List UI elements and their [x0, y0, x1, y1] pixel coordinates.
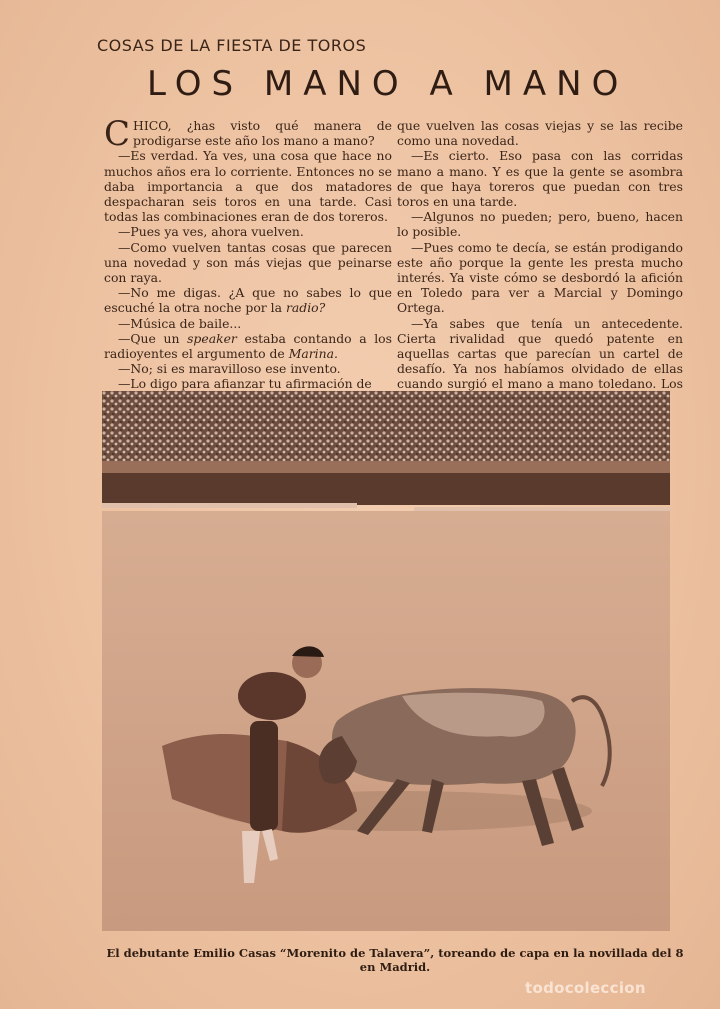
paragraph-text: HICO, ¿has visto qué manera de prodigarse este año los mano a mano? [133, 118, 392, 149]
paragraph: —Pues como te decía, se están prodigando este año porque la gente les presta mucho interés. Ya viste cómo se desbordó la afición en Toledo para ver a Marcial y Domingo Ortega. [397, 239, 683, 316]
paragraph: —Pues ya ves, ahora vuelven. [118, 224, 304, 240]
italic-word: Marina. [288, 346, 338, 362]
italic-word: speaker [187, 330, 237, 346]
paragraph: —Es cierto. Eso pasa con las corridas mano a mano. Y es que la gente se asombra de que haya toreros que puedan con tres toros en una tarde. [397, 148, 683, 210]
paragraph: —Es verdad. Ya ves, una cosa que hace no muchos años era lo corriente. Entonces no se daba importancia a que dos matadores despacharan seis toros en una tarde. Casi todas las combinaciones eran de dos toreros. [104, 148, 392, 225]
paragraph-text: —No me digas. ¿A que no sabes lo que escuché la otra noche por la [104, 285, 392, 316]
watermark: todocoleccion [525, 979, 646, 997]
paragraph: —Lo digo para afianzar tu afirmación de [118, 376, 372, 392]
section-label: COSAS DE LA FIESTA DE TOROS [97, 36, 367, 55]
paragraph-text: estaba contando a los radioyentes el argumento de [104, 330, 393, 362]
paragraph [104, 114, 392, 154]
paragraph: —Algunos no pueden; pero, bueno, hacen lo posible. [397, 209, 683, 240]
paragraph [104, 285, 392, 315]
photo-caption: El debutante Emilio Casas “Morenito de Talavera”, toreando de capa en la novillada del 8 en Madrid. [106, 946, 684, 974]
right-column [397, 118, 683, 407]
paragraph [104, 331, 392, 361]
italic-word: radio? [285, 300, 326, 316]
article-title: LOS MANO A MANO [147, 64, 629, 104]
paragraph: —Música de baile... [118, 315, 242, 331]
paragraph: —Ya sabes que tenía un antecedente. Cierta rivalidad que quedó patente en aquellas cartas que parecían un cartel de desafío. Ya nos habíamos olvidado de ellas cuando surgió el mano a mano toledano. Los [397, 315, 683, 392]
bullfight-photo [102, 391, 670, 931]
paragraph: —No; si es maravilloso ese invento. [118, 361, 341, 377]
paragraph: —Como vuelven tantas cosas que parecen una novedad y son más viejas que peinarse con raya. [104, 239, 392, 286]
drop-cap: C [104, 114, 131, 154]
paragraph-text: —Que un [118, 330, 188, 346]
left-column [104, 114, 393, 392]
paragraph: que vuelven las cosas viejas y se las recibe como una novedad. [397, 118, 683, 149]
